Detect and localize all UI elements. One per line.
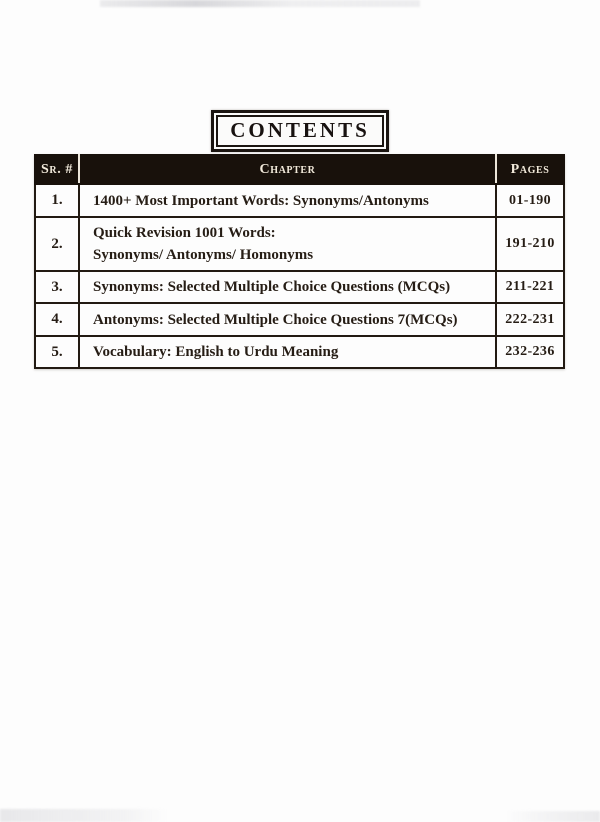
table-row [35,303,564,336]
row-chapter [79,336,496,368]
chapter-line: Antonyms: Selected Multiple Choice Questions 7(MCQs) [93,311,458,328]
chapter-line: Synonyms/ Antonyms/ Homonyms [93,247,314,263]
chapter-line: 1400+ Most Important Words: Synonyms/Antonyms [93,192,429,209]
title-box [211,110,389,152]
header-chapter: Chapter [79,155,496,184]
title-container [0,110,600,152]
scan-smudge-top [100,0,420,7]
scan-smudge-bottom-left [0,809,168,822]
table-row [35,336,564,368]
header-pages: Pages [496,155,564,184]
row-pages: 191-210 [496,217,564,271]
table-row [35,271,564,303]
table-row [35,217,564,271]
row-chapter [79,271,496,303]
page-title: CONTENTS [216,115,384,147]
row-chapter [79,217,496,271]
row-pages: 211-221 [496,271,564,303]
row-serial: 3. [35,271,79,303]
header-sr: Sr. # [35,155,79,184]
row-serial: 4. [35,303,79,336]
row-pages: 232-236 [496,336,564,368]
chapter-line: Vocabulary: English to Urdu Meaning [93,344,339,360]
row-serial: 2. [35,217,79,271]
scan-smudge-bottom-right [505,811,600,822]
contents-table [34,154,565,369]
chapter-line: Quick Revision 1001 Words: [93,225,276,241]
row-chapter [79,184,496,217]
row-chapter [79,303,496,336]
row-serial: 1. [35,184,79,217]
row-pages: 01-190 [496,184,564,217]
row-pages: 222-231 [496,303,564,336]
table-row [35,184,564,217]
row-serial: 5. [35,336,79,368]
chapter-line: Synonyms: Selected Multiple Choice Questions (MCQs) [93,279,451,295]
table-header-row [35,155,564,184]
